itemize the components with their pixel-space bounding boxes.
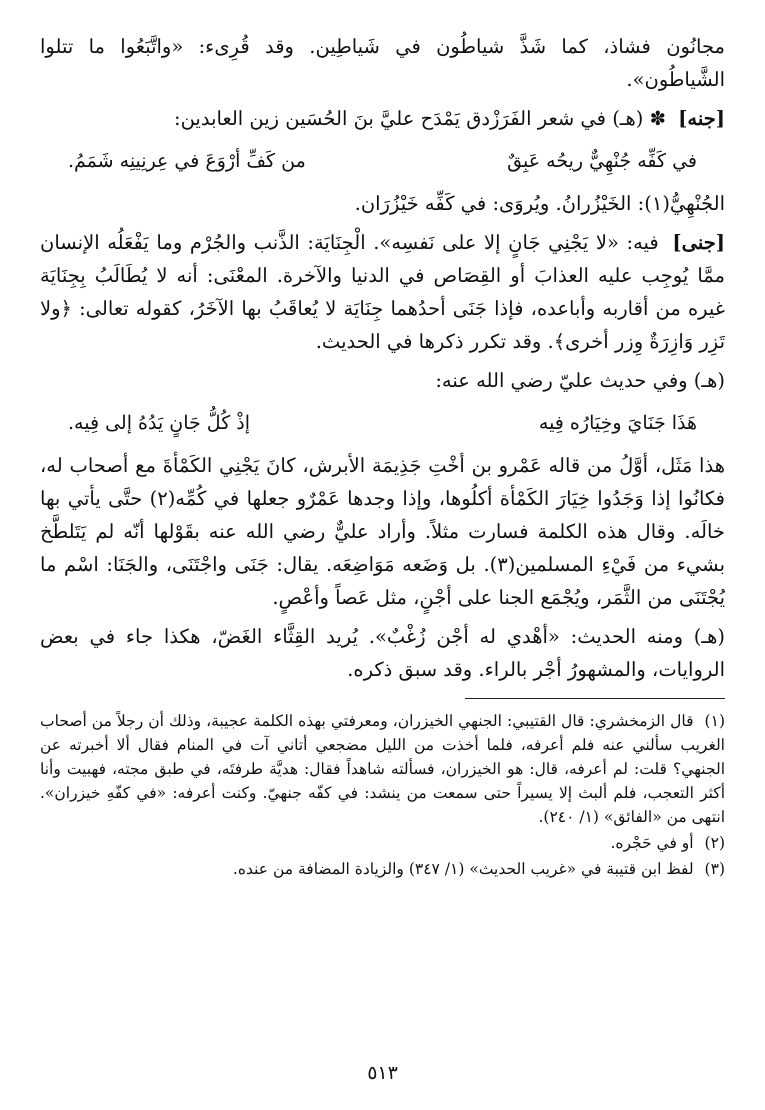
- footnote-number: (٢): [704, 834, 725, 852]
- entry-tag: [جنه]: [678, 107, 725, 130]
- paragraph: هذا مَثَل، أوَّلُ من قاله عَمْرو بن أخْتِ جَذِيمَة الأبرش، كانَ يَجْنِي الكَمْأةَ مع أصحاب له، فكانُوا إذا وَجَدُوا خِيَارَ الكَمْأة أكلُوها، وإذا وجدها عَمْرٌو جعلها في كُمِّه(٢) حتَّى يأتي بها خالَه. وقال هذه الكلمة فسارت مثلاً. وأراد عليٌّ رضي الله عنه بقَوْلها أنّه لم يَتَلطَّخ بشيء من فَيْءِ المسلمين(٣). بل وَضَعه مَوَاضِعَه. يقال: جَنَى واجْتَنَى، والجَنَا: اسْم ما يُجْتَنَى من الثَّمَر، ويُجْمَع الجنا على أجْنٍ، مثل عَصاً وأعْصٍ.: [40, 454, 725, 609]
- footnote-number: (١): [704, 712, 725, 730]
- paragraph: (هـ) ومنه الحديث: «أهْدي له أجْن زُغْبٌ». يُريد القِثَّاء الغَضّ، هكذا جاء في بعض الروايات، والمشهورُ أجْر بالراء. وقد سبق ذكره.: [40, 625, 725, 681]
- footnote-number: (٣): [704, 860, 725, 878]
- footnotes: [40, 709, 725, 881]
- paragraph-continued: مجانُون فشاذ، كما شَذَّ شياطُون في شَياطِين. وقد قُرِىء: «واتَّبَعُوا ما تتلوا الشَّياطُون».: [40, 35, 725, 91]
- page-body: [40, 30, 725, 883]
- verse-line: [40, 141, 725, 183]
- verse-hemistich-left: إذْ كُلُّ جَانٍ يَدُهُ إلى فِيه.: [68, 412, 251, 434]
- entry-intro: ✽ (هـ) في شعر الفَرَزْدق يَمْدَح عليَّ بنَ الحُسَين زين العابدين:: [174, 107, 666, 130]
- verse-line: [40, 403, 725, 445]
- verse-hemistich-right: في كَفِّه جُنْهِيٌّ ريحُه عَبِقٌ: [507, 150, 697, 172]
- footnote-text: قال الزمخشري: قال القتيبي: الجنهي الخيزران، ومعرفتي بهذه الكلمة عجيبة، وذلك أن رجلاً من أصحاب الغريب سألني عنه فلم أعرفه، فلما أخذت من الليل مضجعي أتاني آت في المنام فقال ألا أخبرته عن الجنهي؟ قلت: لم أعرفه، قال: هو الخيزران، فسألته شاهداً فقال: هديَّة طرفتَه، في طبق مجته، فهبيت وأنا أكثر التعجب، فلم ألبث إلا يسيراً حتى سمعت من ينشد: في كفّه جنهيّ. وكنت أعرفه: «في كفّهِ خيزران». انتهى من «الفائق» (١/ ٢٤٠).: [40, 712, 725, 826]
- paragraph: الجُنْهِيُّ(١): الخَيْزُرانُ. ويُروَى: في كَفِّه خَيْزُرَان.: [354, 192, 725, 215]
- entry-jny: [40, 226, 725, 686]
- verse-hemistich-left: من كَفِّ أرْوَعَ في عِرنِينِه شَمَمُ.: [68, 150, 306, 172]
- page-number: ٥١٣: [367, 1062, 398, 1084]
- footnote-divider: [465, 698, 725, 699]
- paragraph: فيه: «لا يَجْنِي جَانٍ إلا على نَفسِه». الْجِنَايَة: الذَّنب والجُرْم وما يَفْعَلُه الإنسان ممَّا يُوجِب عليه العذابَ أو القِصَاص في الدنيا والآخرة. المعْنَى: أنه لا يُطَالَبُ بِجِنَايَة غيره من أقاربه وأباعده، فإذا جَنَى أحدُهما جِنَايَة لا يُعاقَبُ بها الآخَرُ، كقوله تعالى: ﴿ولا تَزِر وَازِرَةٌ وِزر أخرى﴾. وقد تكرر ذكرها في الحديث.: [40, 231, 725, 353]
- footnote-text: لفظ ابن قتيبة في «غريب الحديث» (١/ ٣٤٧) والزيادة المضافة من عنده.: [232, 860, 694, 878]
- verse-hemistich-right: هَذَا جَنَايَ وخِيَارُه فِيه: [538, 412, 697, 434]
- entry-tag: [جنى]: [672, 231, 725, 254]
- footnote: [40, 831, 725, 855]
- entry-jnh: [40, 102, 725, 220]
- footnote-text: أو في حَجْره.: [610, 834, 694, 852]
- footnote: [40, 857, 725, 881]
- footnote: [40, 709, 725, 829]
- paragraph: (هـ) وفي حديث عليّ رضي الله عنه:: [435, 369, 725, 392]
